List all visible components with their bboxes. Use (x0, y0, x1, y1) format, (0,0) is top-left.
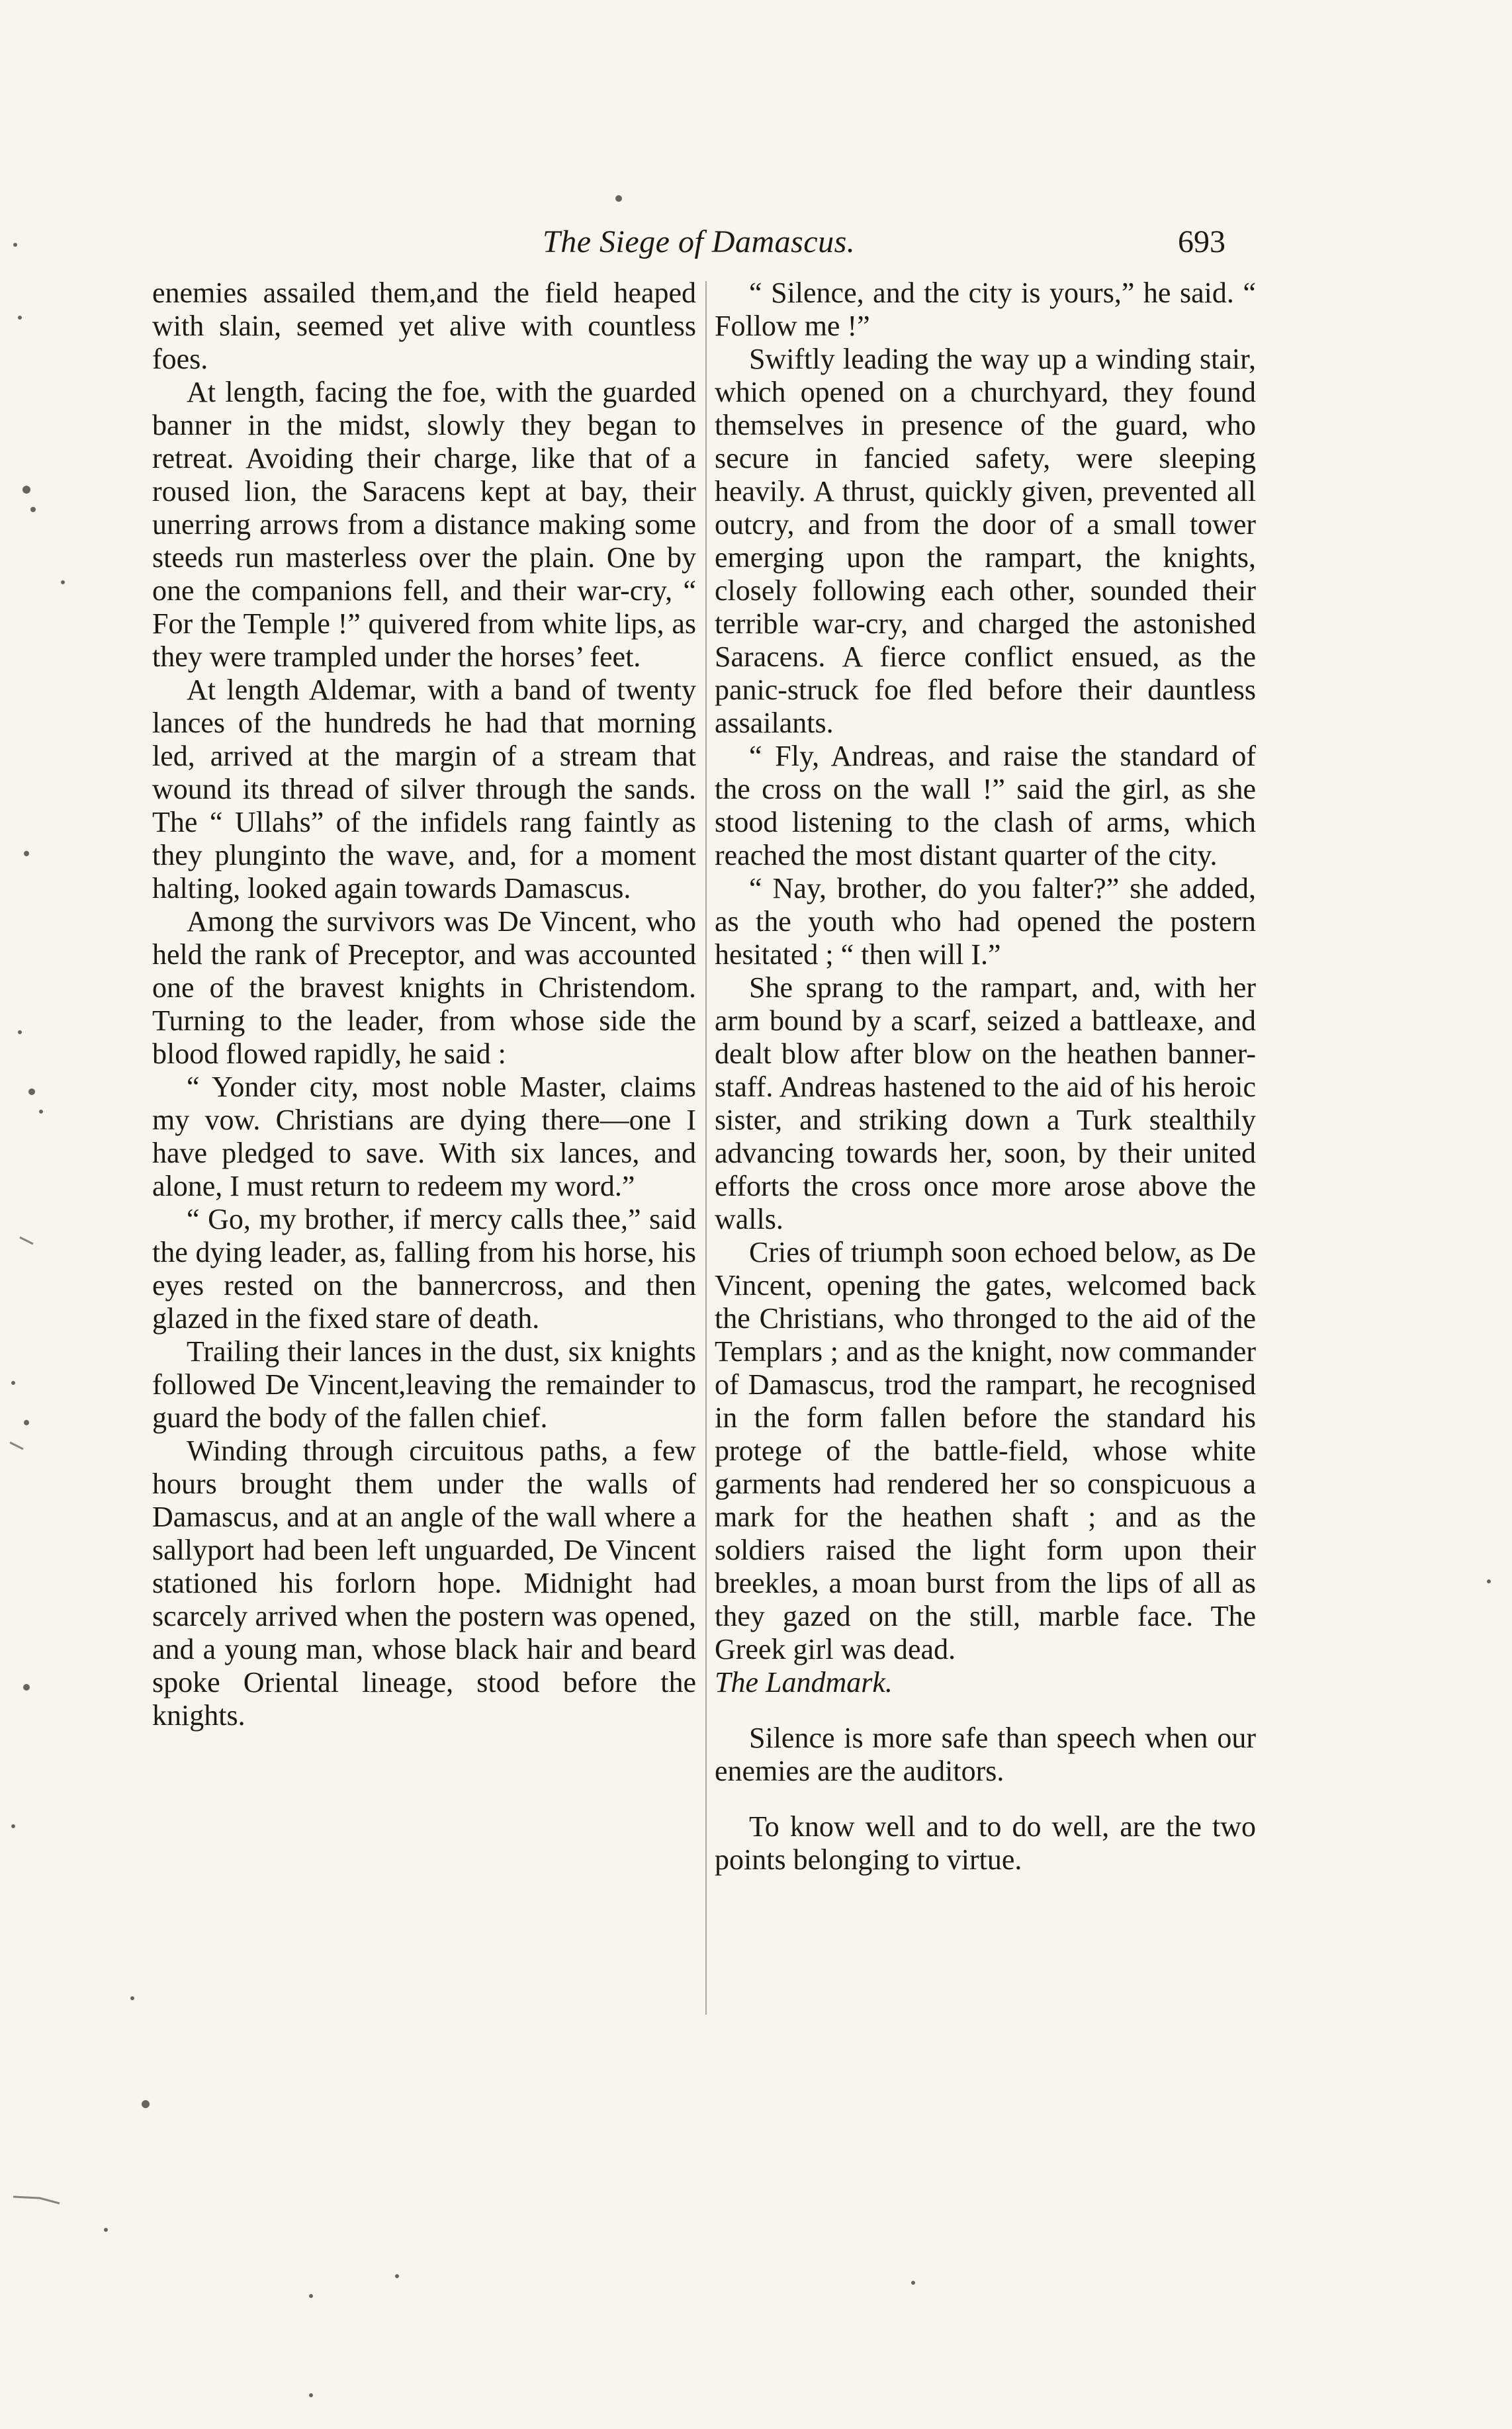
paragraph: “ Silence, and the city is yours,” he said. “ Follow me !” (715, 277, 1256, 342)
page-header (0, 224, 1512, 263)
column-divider (705, 281, 707, 2015)
paragraph: Winding through circuitous paths, a few hours brought them under the walls of Damascus, and at an angle of the wall where a sallyport had been left unguarded, De Vincent stationed his forlorn hope. Midnight had scarcely arrived when the postern was opened, and a young man, whose black hair and beard spoke Oriental lineage, stood before the knights. (152, 1435, 696, 1732)
running-title: The Siege of Damascus. (543, 224, 856, 259)
paragraph: “ Nay, brother, do you falter?” she added, as the youth who had opened the postern hesitated ; “ then will I.” (715, 872, 1256, 971)
paragraph: At length, facing the foe, with the guarded banner in the midst, slowly they began to retreat. Avoiding their charge, like that of a roused lion, the Saracens kept at bay, their unerring arrows from a distance making some steeds run masterless over the plain. One by one the companions fell, and their war-cry, “ For the Temple !” quivered from white lips, as they were trampled under the horses’ feet. (152, 376, 696, 673)
paragraph: “ Fly, Andreas, and raise the standard of the cross on the wall !” said the girl, as she stood listening to the clash of arms, which reached the most distant quarter of the city. (715, 740, 1256, 871)
paragraph: enemies assailed them,and the field heaped with slain, seemed yet alive with countless foes. (152, 277, 696, 375)
right-column (715, 277, 1256, 1877)
paragraph: “ Yonder city, most noble Master, claims my vow. Christians are dying there—one I have pledged to save. With six lances, and alone, I must return to redeem my word.” (152, 1071, 696, 1202)
maxim: Silence is more safe than speech when our enemies are the auditors. (715, 1722, 1256, 1787)
page-number: 693 (1178, 224, 1225, 259)
left-column (152, 277, 696, 1732)
source-credit: The Landmark. (715, 1666, 893, 1699)
paragraph: Cries of triumph soon echoed below, as De Vincent, opening the gates, welcomed back the Christians, who thronged to the aid of the Templars ; and as the knight, now commander of Damascus, trod the rampart, he recognised in the form fallen before the standard his protege of the battle-field, whose white garments had rendered her so conspicuous a mark for the heathen shaft ; and as the soldiers raised the light form upon their breekles, a moan burst from the lips of all as they gazed on the still, marble face. The Greek girl was dead. (715, 1236, 1256, 1665)
paragraph: She sprang to the rampart, and, with her arm bound by a scarf, seized a battleaxe, and dealt blow after blow on the heathen banner-staff. Andreas hastened to the aid of his heroic sister, and striking down a Turk stealthily advancing towards her, soon, by their united efforts the cross once more arose above the walls. (715, 971, 1256, 1235)
paragraph: At length Aldemar, with a band of twenty lances of the hundreds he had that morning led, arrived at the margin of a stream that wound its thread of silver through the sands. The “ Ullahs” of the infidels rang faintly as they plunginto the wave, and, for a moment halting, looked again towards Damascus. (152, 674, 696, 905)
paragraph: “ Go, my brother, if mercy calls thee,” said the dying leader, as, falling from his horse, his eyes rested on the bannercross, and then glazed in the fixed stare of death. (152, 1203, 696, 1335)
paragraph: Swiftly leading the way up a winding stair, which opened on a churchyard, they found themselves in presence of the guard, who secure in fancied safety, were sleeping heavily. A thrust, quickly given, prevented all outcry, and from the door of a small tower emerging upon the rampart, the knights, closely following each other, sounded their terrible war-cry, and charged the astonished Saracens. A fierce conflict ensued, as the panic-struck foe fled before their dauntless assailants. (715, 343, 1256, 739)
paragraph: Trailing their lances in the dust, six knights followed De Vincent,leaving the remainder to guard the body of the fallen chief. (152, 1335, 696, 1434)
paragraph: Among the survivors was De Vincent, who held the rank of Preceptor, and was accounted one of the bravest knights in Christendom. Turning to the leader, from whose side the blood flowed rapidly, he said : (152, 905, 696, 1070)
maxim: To know well and to do well, are the two points belonging to virtue. (715, 1810, 1256, 1876)
